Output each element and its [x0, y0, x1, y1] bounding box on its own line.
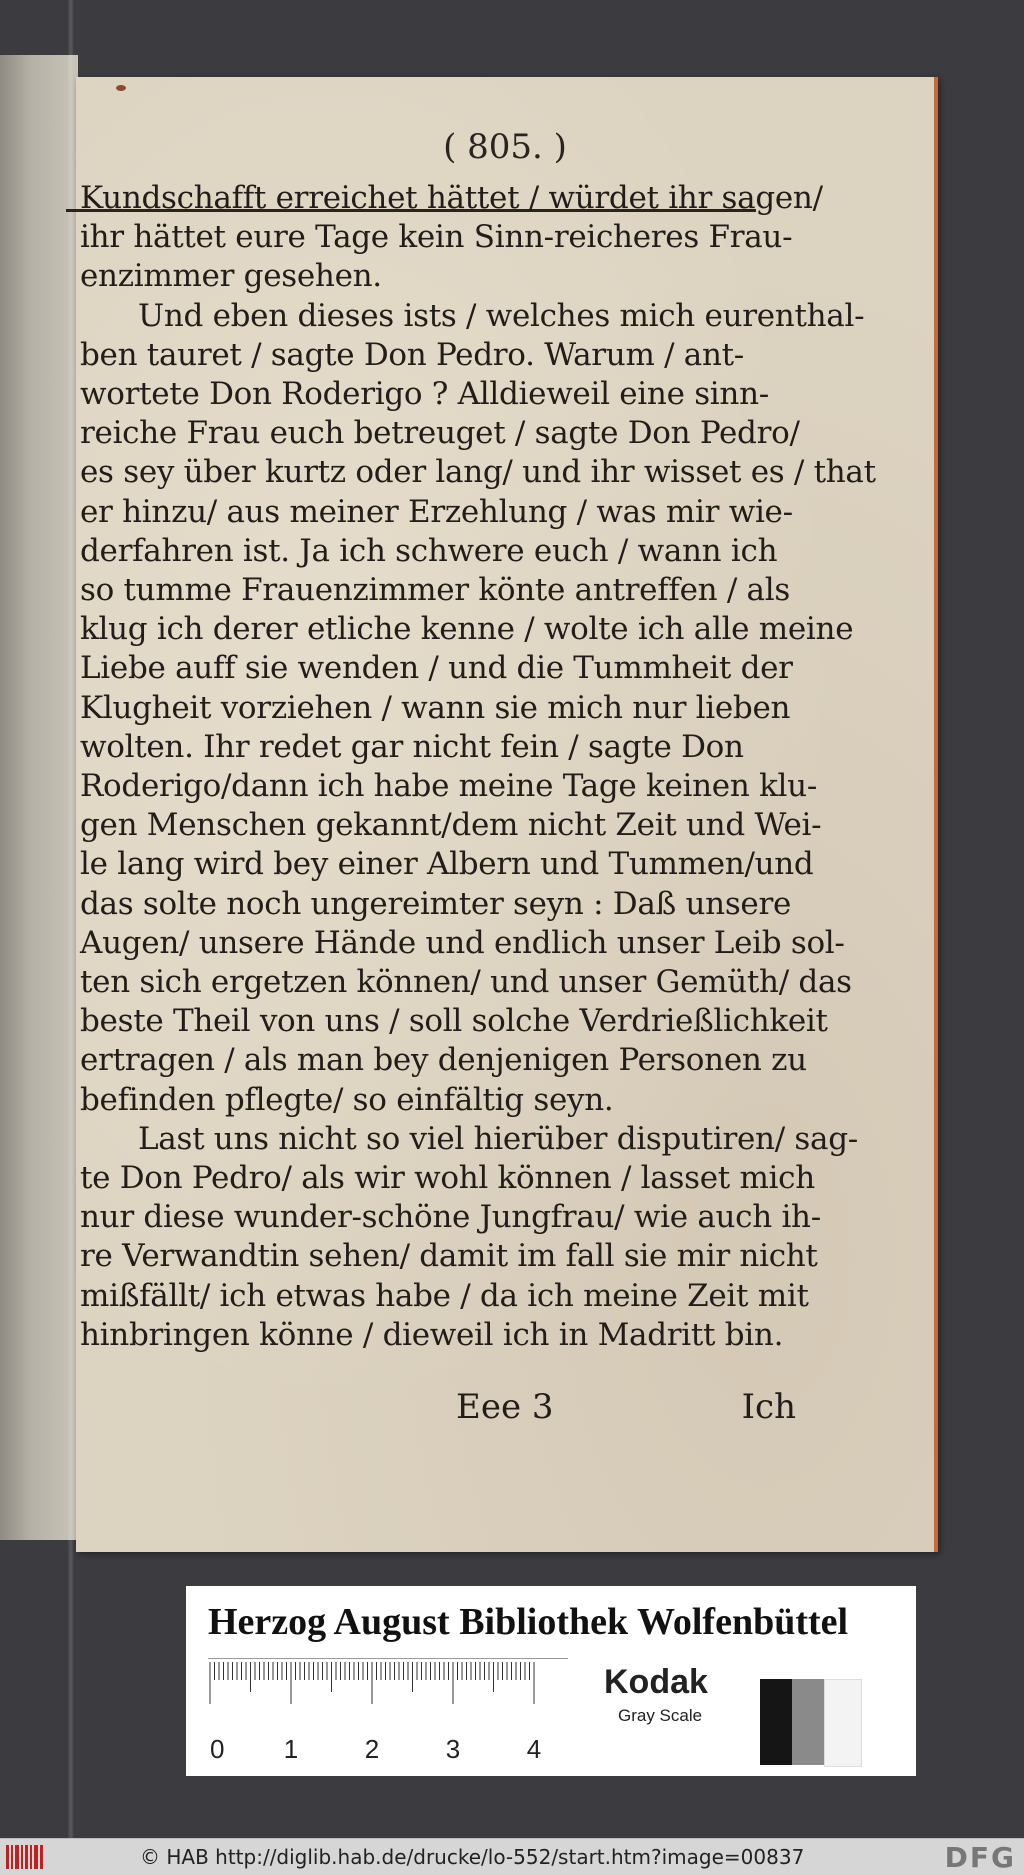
text-line: ertragen / als man bey denjenigen Personen zu [80, 1042, 807, 1079]
ruler-number: 1 [283, 1734, 299, 1764]
text-line: derfahren ist. Ja ich schwere euch / wann ich [80, 532, 778, 569]
library-label [186, 1586, 916, 1776]
source-link[interactable]: © HAB http://diglib.hab.de/drucke/lo-552/start.htm?image=00837 [140, 1845, 805, 1869]
page-number: ( 805. ) [443, 127, 567, 167]
text-line: ben tauret / sagte Don Pedro. Warum / ant- [80, 336, 744, 373]
catchword: Ich [741, 1387, 796, 1427]
text-line: hinbringen könne / dieweil ich in Madritt bin. [80, 1316, 784, 1353]
kodak-logo: Kodak [604, 1663, 708, 1701]
gray-scale-caption: Gray Scale [618, 1706, 703, 1725]
text-line: befinden pflegte/ so einfältig seyn. [80, 1081, 614, 1118]
text-line: Last uns nicht so viel hierüber disputiren/ sag- [138, 1120, 858, 1157]
page-header [76, 127, 934, 167]
previous-page-edge [0, 55, 78, 1540]
gray-swatch-black [760, 1679, 792, 1765]
text-line: wortete Don Roderigo ? Alldieweil eine sinn- [80, 376, 769, 413]
text-line: mißfällt/ ich etwas habe / da ich meine Zeit mit [80, 1277, 809, 1314]
text-line: wolten. Ihr redet gar nicht fein / sagte Don [80, 728, 744, 765]
text-line: klug ich derer etliche kenne / wolte ich alle meine [80, 611, 854, 648]
text-line: te Don Pedro/ als wir wohl können / lasset mich [80, 1160, 815, 1197]
text-line: ten sich ergetzen können/ und unser Gemüth/ das [80, 964, 852, 1001]
library-name: Herzog August Bibliothek Wolfenbüttel [208, 1601, 849, 1643]
text-line: re Verwandtin sehen/ damit im fall sie mir nicht [80, 1238, 818, 1275]
text-line: le lang wird bey einer Albern und Tummen/und [80, 846, 814, 883]
ruler-number: 4 [526, 1734, 542, 1764]
barcode-icon [6, 1845, 44, 1869]
signature-mark: Eee 3 [456, 1387, 554, 1427]
ruler-number: 0 [210, 1734, 225, 1764]
text-line: Und eben dieses ists / welches mich eurenthal- [138, 297, 865, 334]
gray-swatch-mid [792, 1679, 824, 1765]
paper-stain [116, 85, 126, 91]
text-line: reiche Frau euch betreuget / sagte Don Pedro/ [80, 415, 800, 452]
ruler-number: 2 [364, 1734, 380, 1764]
text-line: Liebe auff sie wenden / und die Tummheit der [80, 650, 793, 687]
measurement-ruler [208, 1658, 588, 1768]
ruler-number: 3 [445, 1734, 461, 1764]
dfg-logo: DFG [944, 1841, 1016, 1874]
text-line: so tumme Frauenzimmer könte antreffen / als [80, 572, 790, 609]
text-line: Kundschafft erreichet hättet / würdet ihr sagen/ [80, 180, 823, 216]
text-line: das solte noch ungereimter seyn : Daß unsere [80, 885, 792, 922]
text-line: es sey über kurtz oder lang/ und ihr wisset es / that [80, 454, 876, 491]
gray-swatch-white [824, 1679, 862, 1767]
text-line: Roderigo/dann ich habe meine Tage keinen klu- [80, 768, 818, 805]
text-line: beste Theil von uns / soll solche Verdrießlichkeit [80, 1003, 828, 1040]
text-line: Klugheit vorziehen / wann sie mich nur lieben [80, 689, 791, 726]
glass-plate-edge [68, 0, 74, 1874]
text-line: gen Menschen gekannt/dem nicht Zeit und Wei- [80, 807, 822, 844]
text-line: er hinzu/ aus meiner Erzehlung / was mir wie- [80, 493, 793, 530]
text-line: enzimmer gesehen. [80, 258, 382, 295]
text-line: Augen/ unsere Hände und endlich unser Leib sol- [80, 924, 845, 961]
text-line: ihr hättet eure Tage kein Sinn-reicheres Frau- [80, 219, 793, 256]
text-line: nur diese wunder-schöne Jungfrau/ wie auch ih- [80, 1199, 821, 1236]
page-body-text [80, 179, 876, 1355]
footer-bar [0, 1838, 1024, 1875]
book-page [76, 77, 938, 1552]
